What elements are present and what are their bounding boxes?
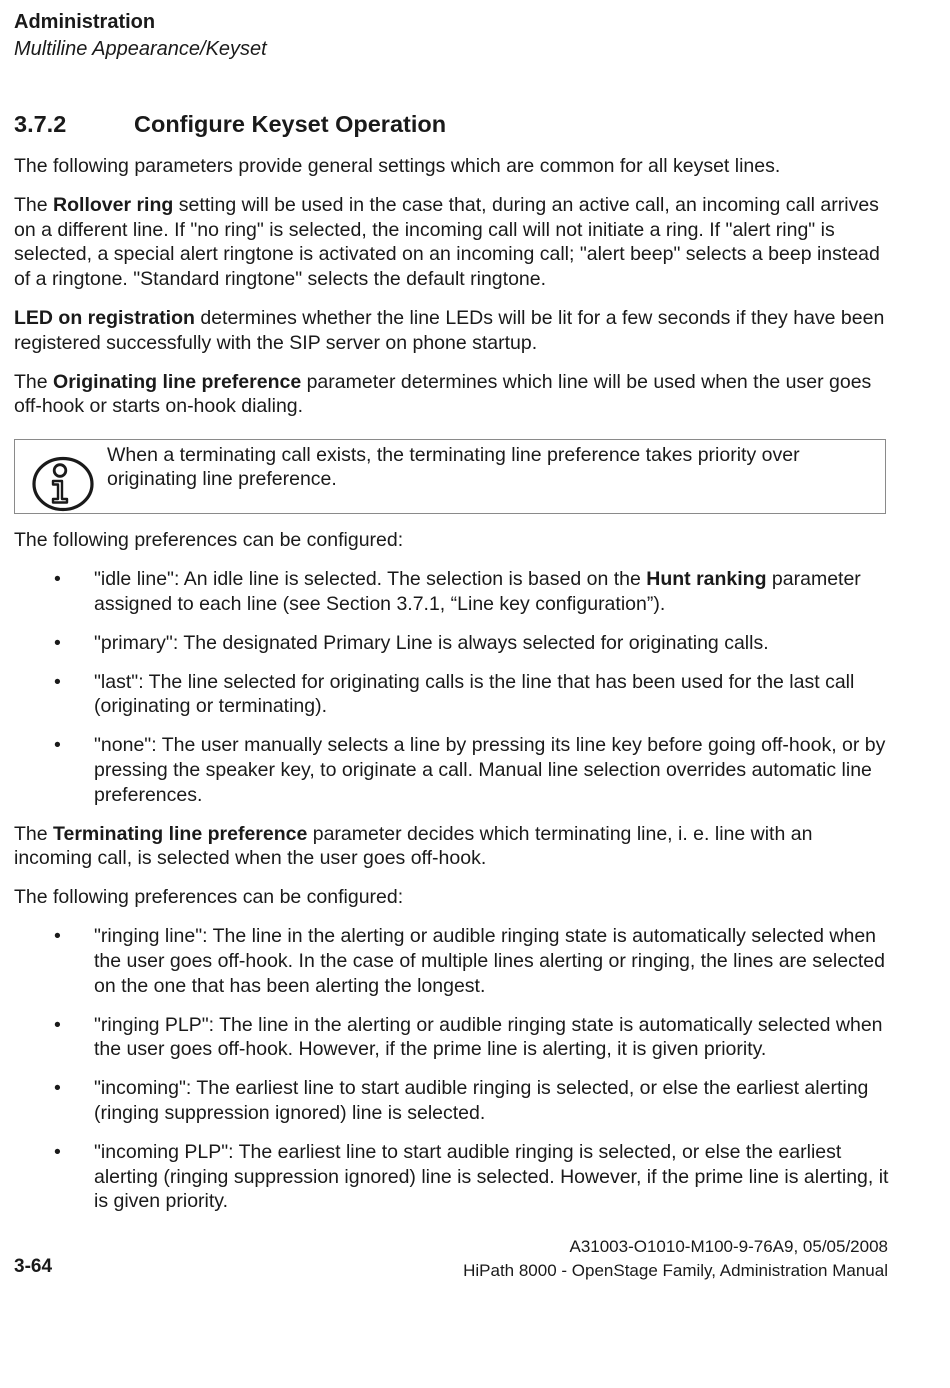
list-item-text: "primary": The designated Primary Line is always selected for originating calls.: [94, 631, 769, 654]
orig-list-intro: The following preferences can be configured:: [14, 528, 404, 551]
bullet-marker: •: [54, 925, 61, 948]
originating-pre: The: [14, 370, 54, 393]
list-item-text: "incoming PLP": The earliest line to start audible ringing is selected, or else the earliest alerting (ringing suppression ignored) line is selected. However, if the prime line is alerting, it is given priority.: [94, 1141, 889, 1213]
list-item-text: "last": The line selected for originating calls is the line that has been used for the last call (originating or terminating).: [94, 670, 855, 718]
originating-paragraph: [14, 370, 890, 419]
list-item: [14, 924, 890, 998]
bullet-marker: •: [54, 670, 61, 693]
rollover-pre: The: [14, 194, 54, 217]
led-term: LED on registration: [14, 306, 195, 329]
originating-term: Originating line preference: [53, 370, 302, 393]
intro-paragraph: The following parameters provide general settings which are common for all keyset lines.: [14, 155, 781, 177]
terminating-paragraph: [14, 822, 890, 871]
terminating-preference-list: [14, 924, 890, 1213]
list-item: [14, 1140, 890, 1214]
section-number: 3.7.2: [14, 111, 67, 137]
header-title: Administration: [14, 11, 156, 33]
list-item-term: Hunt ranking: [646, 567, 767, 590]
originating-preference-list: [14, 567, 890, 807]
list-item: [14, 733, 890, 807]
list-item-text-end: parameter assigned to each line (see Section 3.7.1, “Line key configuration”).: [94, 567, 861, 615]
led-paragraph: [14, 306, 890, 355]
bullet-marker: •: [54, 734, 61, 757]
list-item: [14, 1013, 890, 1062]
list-item: [14, 631, 890, 656]
footer-doc-title: HiPath 8000 - OpenStage Family, Administration Manual: [463, 1261, 888, 1280]
bullet-marker: •: [54, 1077, 61, 1100]
section-heading: [14, 108, 446, 140]
rollover-post: setting will be used in the case that, during an active call, an incoming call arrives on a different line. If "no ring" is selected, the incoming call will not initiate a ring. If "alert ring" is selected, a special alert ringtone is activated on an incoming call; "alert beep" selects a beep instead of a ringtone. "Standard ringtone" selects the default ringtone.: [14, 194, 880, 290]
section-title: Configure Keyset Operation: [134, 111, 447, 137]
header-subtitle: Multiline Appearance/Keyset: [14, 38, 267, 60]
term-list-intro: The following preferences can be configured:: [14, 886, 404, 909]
note-text: When a terminating call exists, the terminating line preference takes priority over originating line preference.: [107, 443, 800, 491]
list-item-text: "incoming": The earliest line to start audible ringing is selected, or else the earliest alerting (ringing suppression ignored) line is selected.: [94, 1077, 869, 1125]
list-item-text: "idle line": An idle line is selected. The selection is based on the: [94, 567, 647, 590]
originating-post: parameter determines which line will be used when the user goes off-hook or starts on-hook dialing.: [14, 370, 872, 418]
list-item: [14, 1076, 890, 1125]
list-item-text: "none": The user manually selects a line by pressing its line key before going off-hook, or by pressing the speaker key, to originate a call. Manual line selection overrides automatic line preferences.: [94, 734, 886, 806]
list-item: [14, 670, 890, 719]
footer-doc-id: A31003-O1010-M100-9-76A9, 05/05/2008: [569, 1237, 888, 1256]
terminating-post: parameter decides which terminating line, i. e. line with an incoming call, is selected when the user goes off-hook.: [14, 822, 813, 870]
list-item: [14, 567, 890, 616]
note-box: [14, 439, 886, 514]
led-post: determines whether the line LEDs will be lit for a few seconds if they have been registered successfully with the SIP server on phone startup.: [14, 306, 885, 354]
info-icon: [31, 456, 95, 512]
bullet-marker: •: [54, 1141, 61, 1164]
body-text: [14, 154, 890, 1228]
bullet-marker: •: [54, 631, 61, 654]
running-header: [14, 8, 267, 62]
footer-document-info: [463, 1235, 888, 1283]
rollover-paragraph: [14, 193, 890, 291]
list-item-text: "ringing line": The line in the alerting or audible ringing state is automatically selected when the user goes off-hook. In the case of multiple lines alerting or ringing, the lines are selected on the one that has been alerting the longest.: [94, 925, 885, 997]
page-number: 3-64: [14, 1256, 53, 1277]
list-item-text: "ringing PLP": The line in the alerting or audible ringing state is automatically selected when the user goes off-hook. However, if the prime line is alerting, it is given priority.: [94, 1013, 883, 1061]
bullet-marker: •: [54, 567, 61, 590]
terminating-term: Terminating line preference: [53, 822, 308, 845]
rollover-term: Rollover ring: [53, 194, 174, 217]
terminating-pre: The: [14, 822, 54, 845]
bullet-marker: •: [54, 1013, 61, 1036]
